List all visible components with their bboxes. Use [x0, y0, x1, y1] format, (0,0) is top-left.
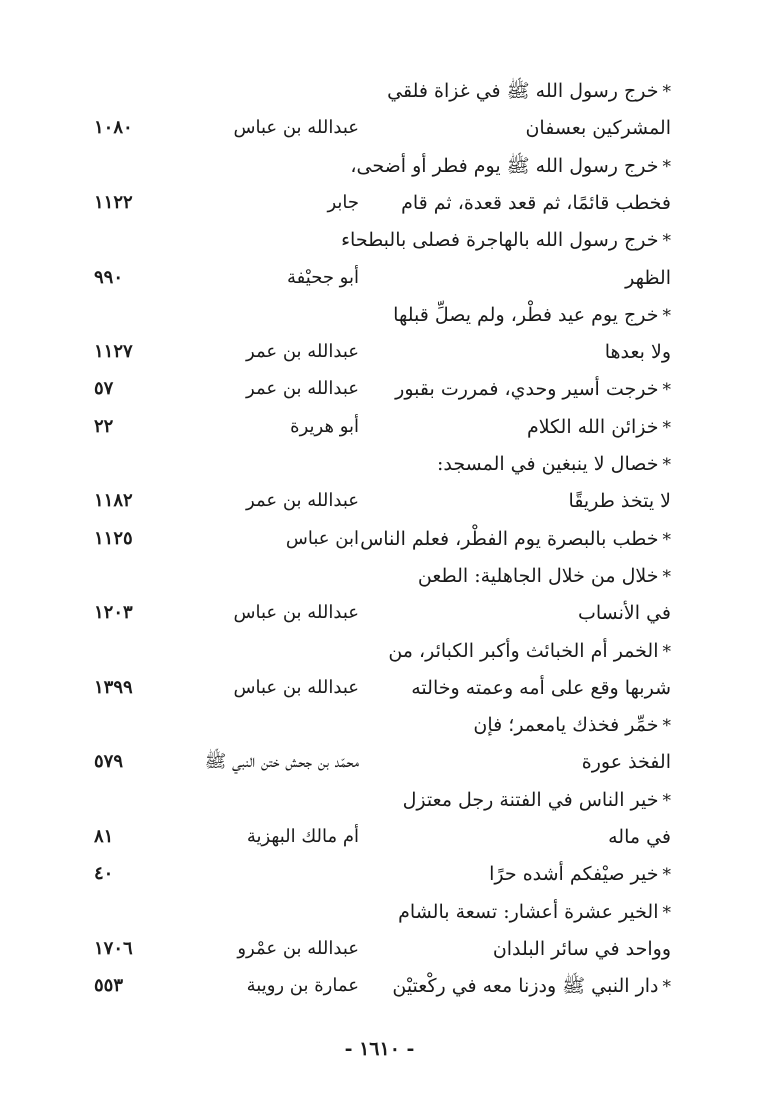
entry-star-marker: * [662, 380, 671, 400]
index-entry [0, 412, 759, 448]
narrator-name: جابر [327, 192, 359, 213]
narrator-name: عمارة بن رويبة [246, 975, 359, 996]
hadith-text-content: ولا بعدها [604, 341, 671, 363]
index-entry [0, 486, 759, 522]
hadith-text [525, 113, 671, 143]
entry-star-marker: * [662, 642, 671, 662]
entry-star-marker: * [662, 455, 671, 475]
entry-star-marker: * [662, 865, 671, 885]
index-entry [0, 934, 759, 970]
hadith-text [625, 263, 671, 293]
hadith-text [360, 524, 671, 555]
hadith-number: ١١٢٥ [94, 528, 133, 549]
entry-star-marker: * [662, 530, 671, 550]
hadith-number: ١١٨٢ [94, 490, 133, 511]
hadith-text-content: خطب بالبصرة يوم الفطْر، فعلم الناس [360, 528, 659, 550]
hadith-text-content: خير الناس في الفتنة رجل معتزل [402, 789, 659, 811]
index-entry [0, 673, 759, 709]
index-entry [0, 636, 759, 672]
entry-star-marker: * [662, 418, 671, 438]
hadith-text-content: خرجت أسير وحدي، فمررت بقبور [395, 378, 659, 400]
index-entry [0, 785, 759, 821]
hadith-text [403, 785, 671, 816]
hadith-text-content: خزائن الله الكلام [526, 416, 659, 438]
entry-star-marker: * [662, 157, 671, 177]
hadith-text-content: خرج رسول الله ﷺ يوم فطر أو أضحى، [350, 155, 659, 177]
hadith-number: ٥٧ [94, 378, 114, 399]
index-entry [0, 374, 759, 410]
hadith-text [401, 188, 671, 218]
entry-star-marker: * [662, 231, 671, 251]
hadith-text [489, 859, 671, 890]
hadith-text-content: الفخذ عورة [581, 751, 671, 773]
narrator-name: عبدالله بن عمر [246, 378, 359, 399]
hadith-number: ١٣٩٩ [94, 677, 133, 698]
entry-star-marker: * [662, 903, 671, 923]
narrator-name: عبدالله بن عمر [246, 341, 359, 362]
hadith-number: ١١٢٧ [94, 341, 133, 362]
entry-star-marker: * [662, 306, 671, 326]
index-entry [0, 263, 759, 299]
hadith-text-content: خصال لا ينبغين في المسجد: [437, 453, 659, 475]
hadith-number: ٨١ [94, 826, 114, 847]
index-entry [0, 337, 759, 373]
index-entry [0, 188, 759, 224]
hadith-text [473, 710, 671, 741]
hadith-text [418, 561, 671, 592]
hadith-number: ١٧٠٦ [94, 938, 133, 959]
index-entry [0, 971, 759, 1007]
index-entry [0, 225, 759, 261]
page-number: - ١٦١٠ - [344, 1038, 415, 1060]
narrator-name: محمّد بن جحش ختن النبي ﷺ [204, 751, 359, 772]
hadith-number: ٩٩٠ [94, 267, 124, 288]
index-entry [0, 598, 759, 634]
narrator-name: عبدالله بن عباس [233, 677, 359, 698]
hadith-text [387, 76, 671, 107]
hadith-text-content: خرج يوم عيد فطْر، ولم يصلِّ قبلها [393, 304, 659, 326]
index-entry [0, 859, 759, 895]
hadith-text [437, 449, 671, 480]
hadith-text-content: خلال من خلال الجاهلية: الطعن [417, 565, 659, 587]
hadith-number: ١٢٠٣ [94, 602, 133, 623]
index-entry [0, 300, 759, 336]
narrator-name: عبدالله بن عباس [233, 117, 359, 138]
hadith-text [395, 374, 671, 405]
entry-star-marker: * [662, 791, 671, 811]
hadith-text [350, 151, 671, 182]
hadith-text-content: لا يتخذ طريقًا [568, 490, 671, 512]
hadith-text [411, 673, 671, 703]
hadith-number: ٤٠ [94, 863, 114, 884]
hadith-number: ١١٢٢ [94, 192, 133, 213]
entry-star-marker: * [662, 82, 671, 102]
hadith-text-content: خرج رسول الله ﷺ في غزاة فلقي [387, 80, 659, 102]
hadith-text-content: خير صيْفكم أشده حرًا [489, 863, 659, 885]
hadith-text-content: خمِّر فخذك يامعمر؛ فإن [473, 714, 659, 736]
hadith-text [582, 747, 671, 777]
hadith-text [392, 971, 671, 1002]
hadith-text-content: الخمر أم الخبائث وأكبر الكبائر، من [388, 640, 659, 662]
hadith-text [493, 934, 671, 964]
hadith-text [578, 598, 671, 628]
index-entry [0, 747, 759, 783]
index-entry [0, 113, 759, 149]
hadith-text [527, 412, 671, 443]
hadith-text-content: المشركين بعسفان [525, 117, 671, 139]
hadith-text-content: خرج رسول الله بالهاجرة فصلى بالبطحاء [341, 229, 659, 251]
narrator-name: عبدالله بن عباس [233, 602, 359, 623]
narrator-name: أبو هريرة [290, 416, 359, 437]
entry-star-marker: * [662, 567, 671, 587]
narrator-name: ابن عباس [285, 528, 359, 549]
hadith-text-content: في ماله [608, 826, 671, 848]
hadith-number: ٢٢ [94, 416, 114, 437]
hadith-text [393, 300, 671, 331]
hadith-number: ٥٧٩ [94, 751, 124, 772]
entry-star-marker: * [662, 716, 671, 736]
index-entry [0, 76, 759, 112]
narrator-name: عبدالله بن عمْرو [237, 938, 359, 959]
index-entry [0, 524, 759, 560]
hadith-text-content: الخير عشرة أعشار: تسعة بالشام [398, 901, 659, 923]
hadith-text-content: فخطب قائمًا، ثم قعد قعدة، ثم قام [401, 192, 671, 214]
hadith-text-content: وواحد في سائر البلدان [492, 938, 671, 960]
entry-star-marker: * [662, 977, 671, 997]
hadith-text-content: الظهر [625, 267, 671, 289]
index-entry [0, 822, 759, 858]
index-entry [0, 897, 759, 933]
hadith-text [341, 225, 671, 256]
hadith-number: ٥٥٣ [94, 975, 124, 996]
hadith-text-content: في الأنساب [578, 602, 671, 624]
hadith-text [608, 822, 671, 852]
narrator-name: عبدالله بن عمر [246, 490, 359, 511]
narrator-name: أبو جحيْفة [287, 267, 359, 288]
hadith-text [398, 897, 671, 928]
hadith-text [388, 636, 671, 667]
narrator-name: أم مالك البهزية [246, 826, 359, 847]
index-entry [0, 561, 759, 597]
hadith-text [605, 337, 671, 367]
index-entry [0, 710, 759, 746]
hadith-number: ١٠٨٠ [94, 117, 133, 138]
hadith-text [569, 486, 671, 516]
index-entry [0, 151, 759, 187]
index-entry [0, 449, 759, 485]
hadith-text-content: شربها وقع على أمه وعمته وخالته [411, 677, 671, 699]
hadith-text-content: دار النبي ﷺ ودزنا معه في ركْعتيْن [392, 975, 659, 997]
